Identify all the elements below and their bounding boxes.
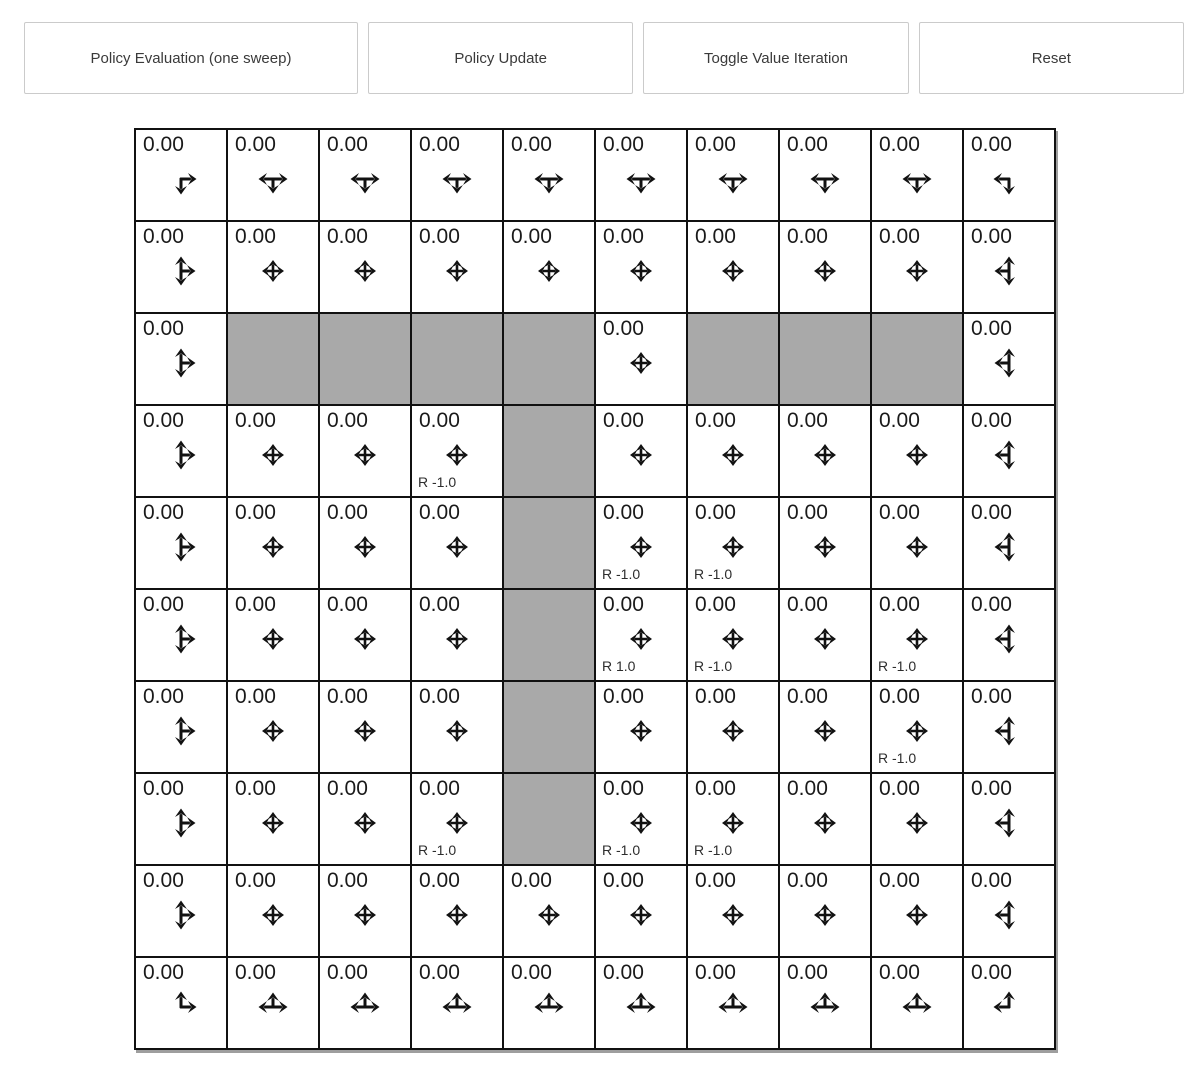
state-value: 0.00 bbox=[971, 225, 1012, 248]
state-value: 0.00 bbox=[327, 593, 368, 616]
state-value: 0.00 bbox=[419, 777, 460, 800]
policy-arrows-icon bbox=[439, 253, 475, 289]
policy-arrows-icon bbox=[715, 437, 751, 473]
state-value: 0.00 bbox=[327, 869, 368, 892]
state-cell[interactable] bbox=[595, 773, 687, 865]
gridworld-grid bbox=[134, 128, 1056, 1050]
state-value: 0.00 bbox=[971, 133, 1012, 156]
state-value: 0.00 bbox=[695, 225, 736, 248]
state-cell[interactable] bbox=[411, 589, 503, 681]
policy-arrows-icon bbox=[255, 529, 291, 565]
reward-label: R -1.0 bbox=[602, 842, 641, 858]
state-value: 0.00 bbox=[327, 133, 368, 156]
state-value: 0.00 bbox=[511, 225, 552, 248]
state-cell[interactable] bbox=[411, 681, 503, 773]
state-value: 0.00 bbox=[419, 225, 460, 248]
policy-arrows-icon bbox=[439, 713, 475, 749]
state-cell[interactable] bbox=[963, 497, 1055, 589]
state-cell[interactable] bbox=[227, 497, 319, 589]
state-value: 0.00 bbox=[235, 869, 276, 892]
state-cell[interactable] bbox=[319, 681, 411, 773]
policy-arrows-icon bbox=[807, 897, 843, 933]
policy-arrows-icon bbox=[439, 161, 475, 197]
state-cell[interactable] bbox=[779, 405, 871, 497]
state-cell[interactable] bbox=[227, 681, 319, 773]
policy-arrows-icon bbox=[531, 897, 567, 933]
state-value: 0.00 bbox=[603, 317, 644, 340]
state-value: 0.00 bbox=[235, 225, 276, 248]
wall-cell[interactable] bbox=[319, 313, 411, 405]
state-value: 0.00 bbox=[603, 685, 644, 708]
state-cell[interactable] bbox=[595, 589, 687, 681]
state-cell[interactable] bbox=[411, 773, 503, 865]
state-value: 0.00 bbox=[603, 501, 644, 524]
policy-arrows-icon bbox=[531, 989, 567, 1025]
state-cell[interactable] bbox=[135, 313, 227, 405]
state-value: 0.00 bbox=[971, 685, 1012, 708]
policy-arrows-icon bbox=[163, 345, 199, 381]
policy-arrows-icon bbox=[715, 161, 751, 197]
state-cell[interactable] bbox=[135, 129, 227, 221]
reward-label: R -1.0 bbox=[694, 842, 733, 858]
policy-arrows-icon bbox=[807, 713, 843, 749]
policy-arrows-icon bbox=[899, 621, 935, 657]
policy-arrows-icon bbox=[715, 529, 751, 565]
wall-cell[interactable] bbox=[871, 313, 963, 405]
state-cell[interactable] bbox=[871, 957, 963, 1049]
state-value: 0.00 bbox=[235, 133, 276, 156]
state-cell[interactable] bbox=[319, 957, 411, 1049]
toggle-value-iteration-button[interactable]: Toggle Value Iteration bbox=[643, 22, 908, 94]
policy-arrows-icon bbox=[347, 437, 383, 473]
policy-arrows-icon bbox=[255, 253, 291, 289]
policy-arrows-icon bbox=[163, 529, 199, 565]
policy-arrows-icon bbox=[991, 989, 1027, 1025]
policy-arrows-icon bbox=[991, 805, 1027, 841]
state-cell[interactable] bbox=[595, 957, 687, 1049]
reward-label: R -1.0 bbox=[878, 658, 917, 674]
state-cell[interactable] bbox=[503, 865, 595, 957]
reward-label: R -1.0 bbox=[418, 842, 457, 858]
state-cell[interactable] bbox=[411, 221, 503, 313]
state-cell[interactable] bbox=[779, 957, 871, 1049]
state-cell[interactable] bbox=[595, 221, 687, 313]
state-cell[interactable] bbox=[871, 497, 963, 589]
policy-arrows-icon bbox=[899, 437, 935, 473]
state-cell[interactable] bbox=[871, 865, 963, 957]
state-cell[interactable] bbox=[503, 221, 595, 313]
state-cell[interactable] bbox=[227, 773, 319, 865]
policy-arrows-icon bbox=[347, 621, 383, 657]
policy-arrows-icon bbox=[531, 253, 567, 289]
state-value: 0.00 bbox=[419, 501, 460, 524]
policy-arrows-icon bbox=[347, 529, 383, 565]
state-cell[interactable] bbox=[779, 221, 871, 313]
state-value: 0.00 bbox=[143, 317, 184, 340]
state-value: 0.00 bbox=[419, 685, 460, 708]
policy-arrows-icon bbox=[531, 161, 567, 197]
policy-arrows-icon bbox=[163, 253, 199, 289]
state-value: 0.00 bbox=[603, 133, 644, 156]
state-value: 0.00 bbox=[143, 409, 184, 432]
policy-arrows-icon bbox=[347, 805, 383, 841]
state-value: 0.00 bbox=[603, 869, 644, 892]
state-cell[interactable] bbox=[779, 865, 871, 957]
policy-arrows-icon bbox=[623, 345, 659, 381]
policy-arrows-icon bbox=[807, 989, 843, 1025]
state-cell[interactable] bbox=[503, 129, 595, 221]
state-cell[interactable] bbox=[319, 129, 411, 221]
state-value: 0.00 bbox=[695, 409, 736, 432]
policy-arrows-icon bbox=[347, 253, 383, 289]
policy-arrows-icon bbox=[899, 989, 935, 1025]
wall-cell[interactable] bbox=[503, 405, 595, 497]
state-value: 0.00 bbox=[879, 961, 920, 984]
policy-arrows-icon bbox=[255, 713, 291, 749]
state-cell[interactable] bbox=[963, 589, 1055, 681]
reset-button[interactable]: Reset bbox=[919, 22, 1184, 94]
state-value: 0.00 bbox=[879, 685, 920, 708]
state-cell[interactable] bbox=[871, 221, 963, 313]
state-value: 0.00 bbox=[419, 133, 460, 156]
state-cell[interactable] bbox=[687, 497, 779, 589]
state-value: 0.00 bbox=[695, 133, 736, 156]
state-cell[interactable] bbox=[871, 129, 963, 221]
state-value: 0.00 bbox=[235, 961, 276, 984]
state-value: 0.00 bbox=[879, 869, 920, 892]
state-cell[interactable] bbox=[963, 773, 1055, 865]
policy-arrows-icon bbox=[623, 161, 659, 197]
policy-arrows-icon bbox=[347, 989, 383, 1025]
policy-evaluation-button[interactable]: Policy Evaluation (one sweep) bbox=[24, 22, 358, 94]
policy-arrows-icon bbox=[255, 161, 291, 197]
policy-arrows-icon bbox=[623, 621, 659, 657]
state-value: 0.00 bbox=[419, 593, 460, 616]
state-value: 0.00 bbox=[603, 961, 644, 984]
wall-cell[interactable] bbox=[503, 773, 595, 865]
state-cell[interactable] bbox=[411, 405, 503, 497]
state-value: 0.00 bbox=[235, 777, 276, 800]
state-value: 0.00 bbox=[971, 317, 1012, 340]
policy-arrows-icon bbox=[715, 253, 751, 289]
state-value: 0.00 bbox=[511, 961, 552, 984]
state-cell[interactable] bbox=[227, 405, 319, 497]
policy-arrows-icon bbox=[623, 989, 659, 1025]
reward-label: R 1.0 bbox=[602, 658, 636, 674]
wall-cell[interactable] bbox=[687, 313, 779, 405]
reward-label: R -1.0 bbox=[694, 658, 733, 674]
state-cell[interactable] bbox=[595, 681, 687, 773]
state-value: 0.00 bbox=[695, 961, 736, 984]
state-cell[interactable] bbox=[871, 589, 963, 681]
policy-arrows-icon bbox=[991, 253, 1027, 289]
policy-arrows-icon bbox=[439, 529, 475, 565]
policy-arrows-icon bbox=[899, 529, 935, 565]
state-value: 0.00 bbox=[971, 501, 1012, 524]
toolbar bbox=[24, 22, 1184, 94]
state-value: 0.00 bbox=[235, 501, 276, 524]
state-cell[interactable] bbox=[227, 957, 319, 1049]
state-cell[interactable] bbox=[687, 681, 779, 773]
policy-arrows-icon bbox=[439, 989, 475, 1025]
reward-label: R -1.0 bbox=[418, 474, 457, 490]
state-cell[interactable] bbox=[227, 589, 319, 681]
state-value: 0.00 bbox=[787, 685, 828, 708]
state-value: 0.00 bbox=[879, 777, 920, 800]
policy-arrows-icon bbox=[163, 621, 199, 657]
policy-arrows-icon bbox=[255, 805, 291, 841]
state-value: 0.00 bbox=[787, 501, 828, 524]
state-value: 0.00 bbox=[511, 869, 552, 892]
policy-arrows-icon bbox=[163, 713, 199, 749]
state-value: 0.00 bbox=[143, 593, 184, 616]
policy-arrows-icon bbox=[163, 897, 199, 933]
state-cell[interactable] bbox=[687, 865, 779, 957]
policy-arrows-icon bbox=[807, 805, 843, 841]
state-value: 0.00 bbox=[143, 501, 184, 524]
state-value: 0.00 bbox=[235, 409, 276, 432]
state-cell[interactable] bbox=[595, 865, 687, 957]
state-value: 0.00 bbox=[879, 133, 920, 156]
state-value: 0.00 bbox=[419, 961, 460, 984]
policy-arrows-icon bbox=[163, 437, 199, 473]
state-value: 0.00 bbox=[603, 225, 644, 248]
state-cell[interactable] bbox=[963, 405, 1055, 497]
policy-arrows-icon bbox=[347, 161, 383, 197]
policy-arrows-icon bbox=[623, 529, 659, 565]
policy-arrows-icon bbox=[163, 989, 199, 1025]
state-cell[interactable] bbox=[595, 129, 687, 221]
state-cell[interactable] bbox=[135, 497, 227, 589]
state-cell[interactable] bbox=[319, 405, 411, 497]
state-cell[interactable] bbox=[871, 773, 963, 865]
policy-arrows-icon bbox=[991, 345, 1027, 381]
state-cell[interactable] bbox=[319, 589, 411, 681]
state-cell[interactable] bbox=[227, 221, 319, 313]
state-cell[interactable] bbox=[687, 405, 779, 497]
state-cell[interactable] bbox=[227, 129, 319, 221]
state-cell[interactable] bbox=[135, 773, 227, 865]
state-value: 0.00 bbox=[879, 409, 920, 432]
policy-arrows-icon bbox=[439, 621, 475, 657]
state-value: 0.00 bbox=[695, 777, 736, 800]
state-cell[interactable] bbox=[687, 221, 779, 313]
state-cell[interactable] bbox=[319, 773, 411, 865]
wall-cell[interactable] bbox=[227, 313, 319, 405]
state-value: 0.00 bbox=[603, 409, 644, 432]
policy-arrows-icon bbox=[255, 989, 291, 1025]
policy-arrows-icon bbox=[623, 713, 659, 749]
state-cell[interactable] bbox=[963, 221, 1055, 313]
policy-arrows-icon bbox=[623, 805, 659, 841]
state-cell[interactable] bbox=[135, 681, 227, 773]
state-cell[interactable] bbox=[963, 865, 1055, 957]
policy-arrows-icon bbox=[807, 161, 843, 197]
state-value: 0.00 bbox=[879, 501, 920, 524]
policy-arrows-icon bbox=[715, 805, 751, 841]
state-value: 0.00 bbox=[327, 501, 368, 524]
policy-arrows-icon bbox=[439, 897, 475, 933]
state-cell[interactable] bbox=[595, 313, 687, 405]
state-cell[interactable] bbox=[963, 681, 1055, 773]
policy-arrows-icon bbox=[807, 253, 843, 289]
policy-arrows-icon bbox=[623, 253, 659, 289]
state-cell[interactable] bbox=[135, 221, 227, 313]
wall-cell[interactable] bbox=[779, 313, 871, 405]
state-value: 0.00 bbox=[787, 225, 828, 248]
state-value: 0.00 bbox=[787, 593, 828, 616]
policy-arrows-icon bbox=[991, 713, 1027, 749]
state-cell[interactable] bbox=[411, 957, 503, 1049]
state-cell[interactable] bbox=[779, 497, 871, 589]
state-cell[interactable] bbox=[871, 405, 963, 497]
policy-arrows-icon bbox=[347, 897, 383, 933]
state-value: 0.00 bbox=[235, 593, 276, 616]
state-value: 0.00 bbox=[787, 133, 828, 156]
state-cell[interactable] bbox=[135, 957, 227, 1049]
state-cell[interactable] bbox=[227, 865, 319, 957]
policy-arrows-icon bbox=[715, 989, 751, 1025]
state-value: 0.00 bbox=[327, 225, 368, 248]
policy-arrows-icon bbox=[807, 437, 843, 473]
policy-arrows-icon bbox=[991, 437, 1027, 473]
state-value: 0.00 bbox=[695, 869, 736, 892]
policy-arrows-icon bbox=[991, 621, 1027, 657]
policy-arrows-icon bbox=[439, 437, 475, 473]
state-cell[interactable] bbox=[963, 129, 1055, 221]
state-cell[interactable] bbox=[687, 129, 779, 221]
state-value: 0.00 bbox=[143, 133, 184, 156]
state-value: 0.00 bbox=[143, 869, 184, 892]
state-value: 0.00 bbox=[787, 869, 828, 892]
policy-arrows-icon bbox=[439, 805, 475, 841]
state-cell[interactable] bbox=[503, 957, 595, 1049]
state-value: 0.00 bbox=[143, 777, 184, 800]
policy-arrows-icon bbox=[899, 161, 935, 197]
state-cell[interactable] bbox=[779, 773, 871, 865]
state-value: 0.00 bbox=[787, 409, 828, 432]
wall-cell[interactable] bbox=[411, 313, 503, 405]
state-value: 0.00 bbox=[879, 593, 920, 616]
state-cell[interactable] bbox=[595, 405, 687, 497]
state-value: 0.00 bbox=[695, 593, 736, 616]
policy-arrows-icon bbox=[715, 897, 751, 933]
state-value: 0.00 bbox=[695, 685, 736, 708]
policy-arrows-icon bbox=[623, 437, 659, 473]
state-cell[interactable] bbox=[135, 405, 227, 497]
state-value: 0.00 bbox=[327, 409, 368, 432]
policy-arrows-icon bbox=[347, 713, 383, 749]
policy-update-button[interactable]: Policy Update bbox=[368, 22, 633, 94]
state-value: 0.00 bbox=[971, 593, 1012, 616]
reward-label: R -1.0 bbox=[694, 566, 733, 582]
state-value: 0.00 bbox=[971, 777, 1012, 800]
policy-arrows-icon bbox=[807, 529, 843, 565]
state-value: 0.00 bbox=[511, 133, 552, 156]
state-cell[interactable] bbox=[319, 865, 411, 957]
state-value: 0.00 bbox=[603, 593, 644, 616]
state-value: 0.00 bbox=[879, 225, 920, 248]
state-value: 0.00 bbox=[327, 777, 368, 800]
state-value: 0.00 bbox=[143, 685, 184, 708]
state-cell[interactable] bbox=[687, 589, 779, 681]
state-value: 0.00 bbox=[971, 961, 1012, 984]
state-cell[interactable] bbox=[411, 129, 503, 221]
state-value: 0.00 bbox=[971, 409, 1012, 432]
state-value: 0.00 bbox=[419, 409, 460, 432]
wall-cell[interactable] bbox=[503, 497, 595, 589]
state-cell[interactable] bbox=[779, 589, 871, 681]
wall-cell[interactable] bbox=[503, 681, 595, 773]
state-value: 0.00 bbox=[327, 961, 368, 984]
reward-label: R -1.0 bbox=[878, 750, 917, 766]
policy-arrows-icon bbox=[163, 161, 199, 197]
state-value: 0.00 bbox=[971, 869, 1012, 892]
state-value: 0.00 bbox=[787, 961, 828, 984]
policy-arrows-icon bbox=[255, 897, 291, 933]
state-value: 0.00 bbox=[787, 777, 828, 800]
state-value: 0.00 bbox=[419, 869, 460, 892]
state-cell[interactable] bbox=[963, 313, 1055, 405]
state-cell[interactable] bbox=[687, 957, 779, 1049]
wall-cell[interactable] bbox=[503, 589, 595, 681]
state-cell[interactable] bbox=[319, 221, 411, 313]
policy-arrows-icon bbox=[899, 897, 935, 933]
policy-arrows-icon bbox=[715, 713, 751, 749]
policy-arrows-icon bbox=[255, 621, 291, 657]
state-cell[interactable] bbox=[687, 773, 779, 865]
state-cell[interactable] bbox=[779, 681, 871, 773]
state-cell[interactable] bbox=[319, 497, 411, 589]
state-cell[interactable] bbox=[595, 497, 687, 589]
state-value: 0.00 bbox=[143, 225, 184, 248]
state-cell[interactable] bbox=[871, 681, 963, 773]
state-value: 0.00 bbox=[143, 961, 184, 984]
state-cell[interactable] bbox=[963, 957, 1055, 1049]
state-value: 0.00 bbox=[327, 685, 368, 708]
wall-cell[interactable] bbox=[503, 313, 595, 405]
reward-label: R -1.0 bbox=[602, 566, 641, 582]
policy-arrows-icon bbox=[899, 253, 935, 289]
policy-arrows-icon bbox=[623, 897, 659, 933]
policy-arrows-icon bbox=[899, 713, 935, 749]
policy-arrows-icon bbox=[991, 529, 1027, 565]
state-cell[interactable] bbox=[135, 865, 227, 957]
policy-arrows-icon bbox=[715, 621, 751, 657]
state-cell[interactable] bbox=[779, 129, 871, 221]
policy-arrows-icon bbox=[255, 437, 291, 473]
state-cell[interactable] bbox=[411, 865, 503, 957]
policy-arrows-icon bbox=[163, 805, 199, 841]
policy-arrows-icon bbox=[899, 805, 935, 841]
state-value: 0.00 bbox=[235, 685, 276, 708]
state-cell[interactable] bbox=[411, 497, 503, 589]
state-value: 0.00 bbox=[603, 777, 644, 800]
policy-arrows-icon bbox=[807, 621, 843, 657]
policy-arrows-icon bbox=[991, 897, 1027, 933]
state-value: 0.00 bbox=[695, 501, 736, 524]
policy-arrows-icon bbox=[991, 161, 1027, 197]
state-cell[interactable] bbox=[135, 589, 227, 681]
